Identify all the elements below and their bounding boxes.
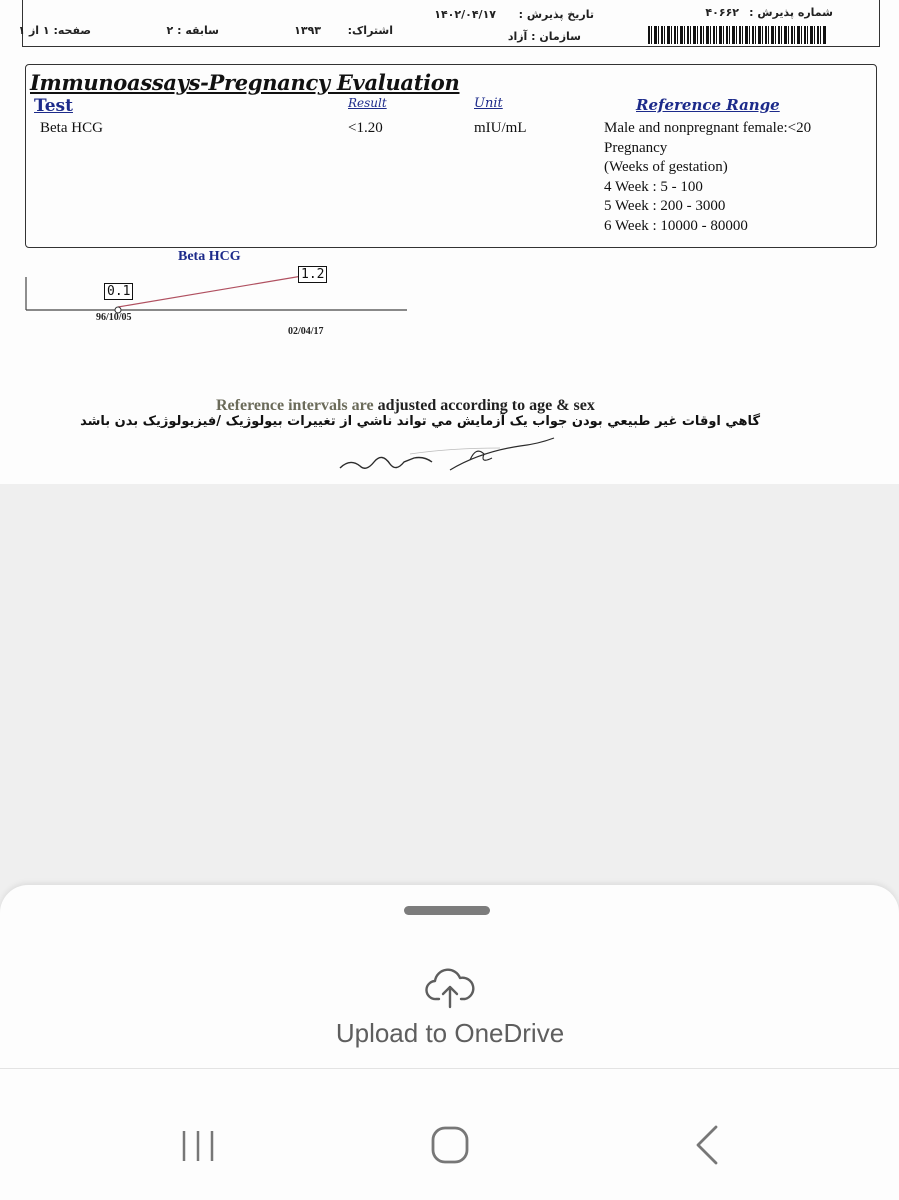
test-result: <1.20 <box>348 120 383 136</box>
test-name: Beta HCG <box>40 120 103 136</box>
upload-to-onedrive-button[interactable] <box>300 960 600 1070</box>
home-icon <box>430 1125 470 1165</box>
upload-to-onedrive-label: Upload to OneDrive <box>335 1018 565 1048</box>
test-unit: mIU/mL <box>474 120 527 136</box>
admission-date-value: ۱۴۰۲/۰۴/۱۷ <box>434 8 496 21</box>
reference-line: 5 Week : 200 - 3000 <box>604 198 726 215</box>
admission-number-label: شماره پذیرش : <box>749 6 833 19</box>
reference-line: 6 Week : 10000 - 80000 <box>604 217 748 234</box>
subscription-label: اشتراک: <box>347 24 393 37</box>
nav-recents-button[interactable] <box>158 1115 238 1175</box>
reference-note-english-rest: adjusted according to age & sex <box>373 397 595 414</box>
admission-date-label: تاریخ پذیرش : <box>518 8 594 21</box>
evaluation-title: Immunoassays-Pregnancy Evaluation <box>30 70 460 95</box>
sheet-divider <box>0 1068 899 1069</box>
column-unit: Unit <box>474 96 503 111</box>
nav-back-button[interactable] <box>668 1115 748 1175</box>
history: سابقه : ۲ <box>166 24 219 37</box>
share-bottom-sheet <box>0 885 899 1200</box>
admission-number-value: ۴۰۶۶۲ <box>705 6 739 19</box>
reference-line: 4 Week : 5 - 100 <box>604 178 703 195</box>
chart-x-tick-label: 02/04/17 <box>288 326 324 337</box>
reference-note-english <box>216 397 595 415</box>
lab-report-document <box>0 0 899 484</box>
recents-icon <box>178 1125 218 1165</box>
back-chevron-icon <box>688 1125 728 1165</box>
reference-note-english-faded: Reference intervals are <box>216 397 374 414</box>
nav-home-button[interactable] <box>410 1115 490 1175</box>
reference-note-persian: گاهي اوقات غير طبيعي بودن جواب يک آزمايش مي تواند ناشي از تغييرات بيولوژيک /فيزيولوژيک بدن باشد <box>80 414 760 429</box>
reference-line: Male and nonpregnant female:<20 <box>604 120 812 136</box>
reference-line: Pregnancy <box>604 139 668 156</box>
chart-title: Beta HCG <box>178 249 241 264</box>
doctor-signature <box>300 430 560 484</box>
column-reference-range: Reference Range <box>636 96 780 114</box>
chart-value-label: 1.2 <box>298 266 327 283</box>
subscription-value: ۱۳۹۳ <box>294 24 321 37</box>
column-test: Test <box>34 96 73 116</box>
organization: سازمان : آزاد <box>507 30 581 43</box>
cloud-upload-icon <box>425 967 475 1009</box>
chart-value-label: 0.1 <box>104 283 133 300</box>
chart-series-line <box>118 274 314 307</box>
sheet-drag-handle[interactable] <box>404 906 490 915</box>
column-result: Result <box>348 96 387 110</box>
page-number: صفحه: ۱ از ۱ <box>18 24 91 37</box>
reference-line: (Weeks of gestation) <box>604 159 728 176</box>
chart-x-tick-label: 96/10/05 <box>96 312 132 323</box>
